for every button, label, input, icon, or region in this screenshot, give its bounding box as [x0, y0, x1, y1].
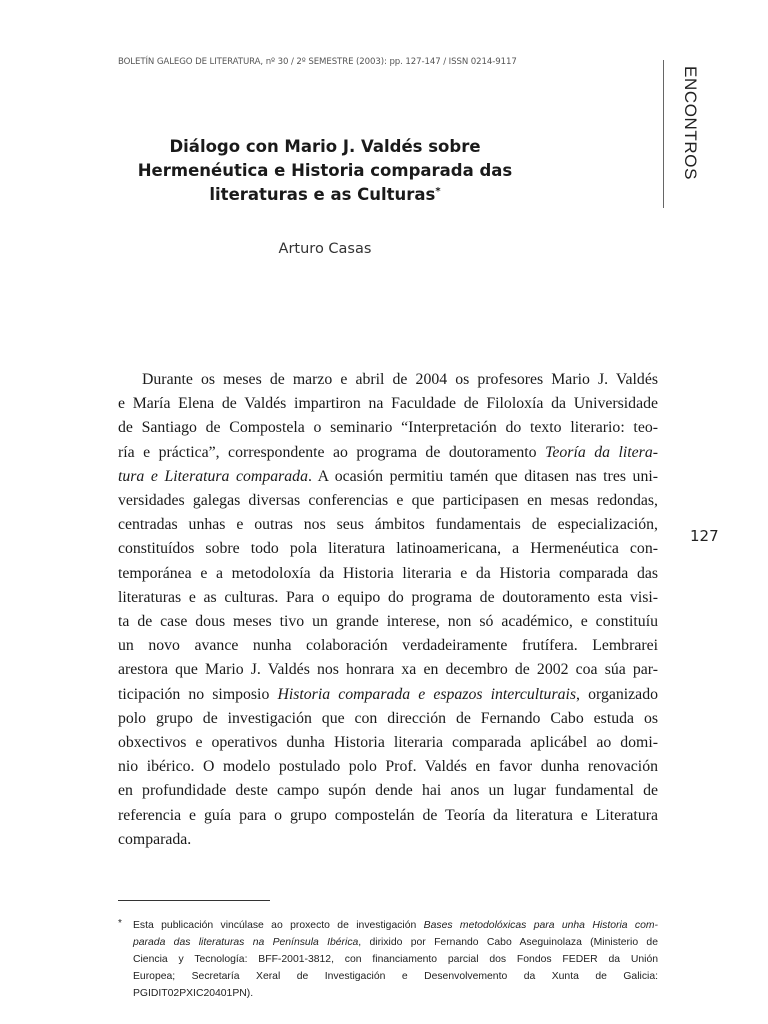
footnote-text-run: , dirixido por Fernando Cabo Aseguinolaza (Ministerio de: [358, 937, 658, 948]
footnote-divider: [118, 900, 270, 901]
footnote-line: [133, 917, 658, 934]
body-line: [118, 683, 658, 707]
title-line-3: [110, 183, 540, 207]
body-line: [118, 465, 658, 489]
footnote-text-run: Esta publicación vincúlase ao proxecto de investigación: [133, 920, 424, 931]
body-line: polo grupo de investigación que con dirección de Fernando Cabo estuda os: [118, 709, 658, 727]
footnote-marker: *: [118, 918, 122, 929]
body-line: centradas unhas e outras nos seus ámbitos fundamentais de especialización,: [118, 516, 658, 534]
body-line: un novo avance nunha colaboración verdadeiramente frutífera. Lembrarei: [118, 637, 658, 655]
body-line: de Santiago de Compostela o seminario “Interpretación do texto literario: teo-: [118, 419, 658, 437]
body-text-run: ría e práctica”, correspondente ao programa de doutoramento: [118, 443, 546, 461]
section-label-tab: [663, 60, 712, 208]
body-line: Durante os meses de marzo e abril de 2004 os profesores Mario J. Valdés: [142, 371, 658, 388]
footnote-line: Europea; Secretaría Xeral de Investigación e Desenvolvemento da Xunta de Galicia:: [133, 971, 658, 982]
body-line: constituídos sobre todo pola literatura latinoamericana, a Hermenéutica con-: [118, 540, 658, 558]
program-title-italic: Teoría da litera-: [545, 443, 658, 461]
symposium-title-italic: Historia comparada e espazos interculturais: [277, 685, 577, 703]
body-line: referencia e guía para o grupo compostelán de Teoría da literatura e Literatura: [118, 806, 658, 824]
title-line-3-text: literaturas e as Culturas: [209, 185, 436, 204]
footnote-text: [133, 917, 658, 1002]
body-text-run: ticipación no simposio: [118, 685, 278, 703]
body-text-run: . A ocasión permitiu tamén que ditasen nas tres uni-: [307, 467, 658, 485]
section-label: ENCONTROS: [681, 66, 700, 181]
title-line-2: Hermenéutica e Historia comparada das: [137, 161, 513, 180]
body-line: versidades galegas diversas conferencias e que participasen en mesas redondas,: [118, 492, 658, 510]
body-line: [118, 441, 658, 465]
running-head: BOLETÍN GALEGO DE LITERATURA, nº 30 / 2º SEMESTRE (2003): pp. 127-147 / ISSN 0214-9117: [118, 57, 517, 67]
project-title-italic: parada das literaturas na Península Ibérica: [133, 937, 359, 948]
article-title: [110, 135, 540, 207]
body-paragraph: [118, 368, 658, 852]
author-name: Arturo Casas: [278, 241, 372, 257]
footnote-line: Ciencia y Tecnología: BFF-2001-3812, con financiamento parcial dos Fondos FEDER da Unión: [133, 954, 658, 965]
body-line: en profundidade deste campo supón dende hai anos un lugar fundamental de: [118, 782, 658, 800]
body-line: nio ibérico. O modelo postulado polo Prof. Valdés en favor dunha renovación: [118, 758, 658, 776]
body-line: arestora que Mario J. Valdés nos honrara xa en decembro de 2002 coa súa par-: [118, 661, 658, 679]
project-title-italic: Bases metodolóxicas para unha Historia com-: [423, 920, 658, 931]
program-title-italic: tura e Literatura comparada: [118, 467, 308, 485]
body-line: literaturas e as culturas. Para o equipo do programa de doutoramento esta visi-: [118, 588, 658, 606]
title-line-1: Diálogo con Mario J. Valdés sobre: [169, 137, 481, 156]
body-line: e María Elena de Valdés impartiron na Faculdade de Filoloxía da Universidade: [118, 395, 658, 413]
body-line: obxectivos e operativos dunha Historia literaria comparada aplicábel ao domi-: [118, 734, 658, 752]
body-line: temporánea e a metodoloxía da Historia literaria e da Historia comparada das: [118, 564, 658, 582]
body-line: comparada.: [118, 830, 192, 848]
body-line: ta de case dous meses tivo un grande interese, non só académico, e constituíu: [118, 613, 658, 631]
footnote-line: [133, 934, 658, 951]
footnote: [118, 917, 658, 1002]
footnote-line: PGIDIT02PXIC20401PN).: [133, 988, 254, 999]
body-text-run: , organizado: [576, 685, 658, 703]
page-number: 127: [690, 527, 719, 545]
title-footnote-marker[interactable]: *: [435, 186, 441, 197]
